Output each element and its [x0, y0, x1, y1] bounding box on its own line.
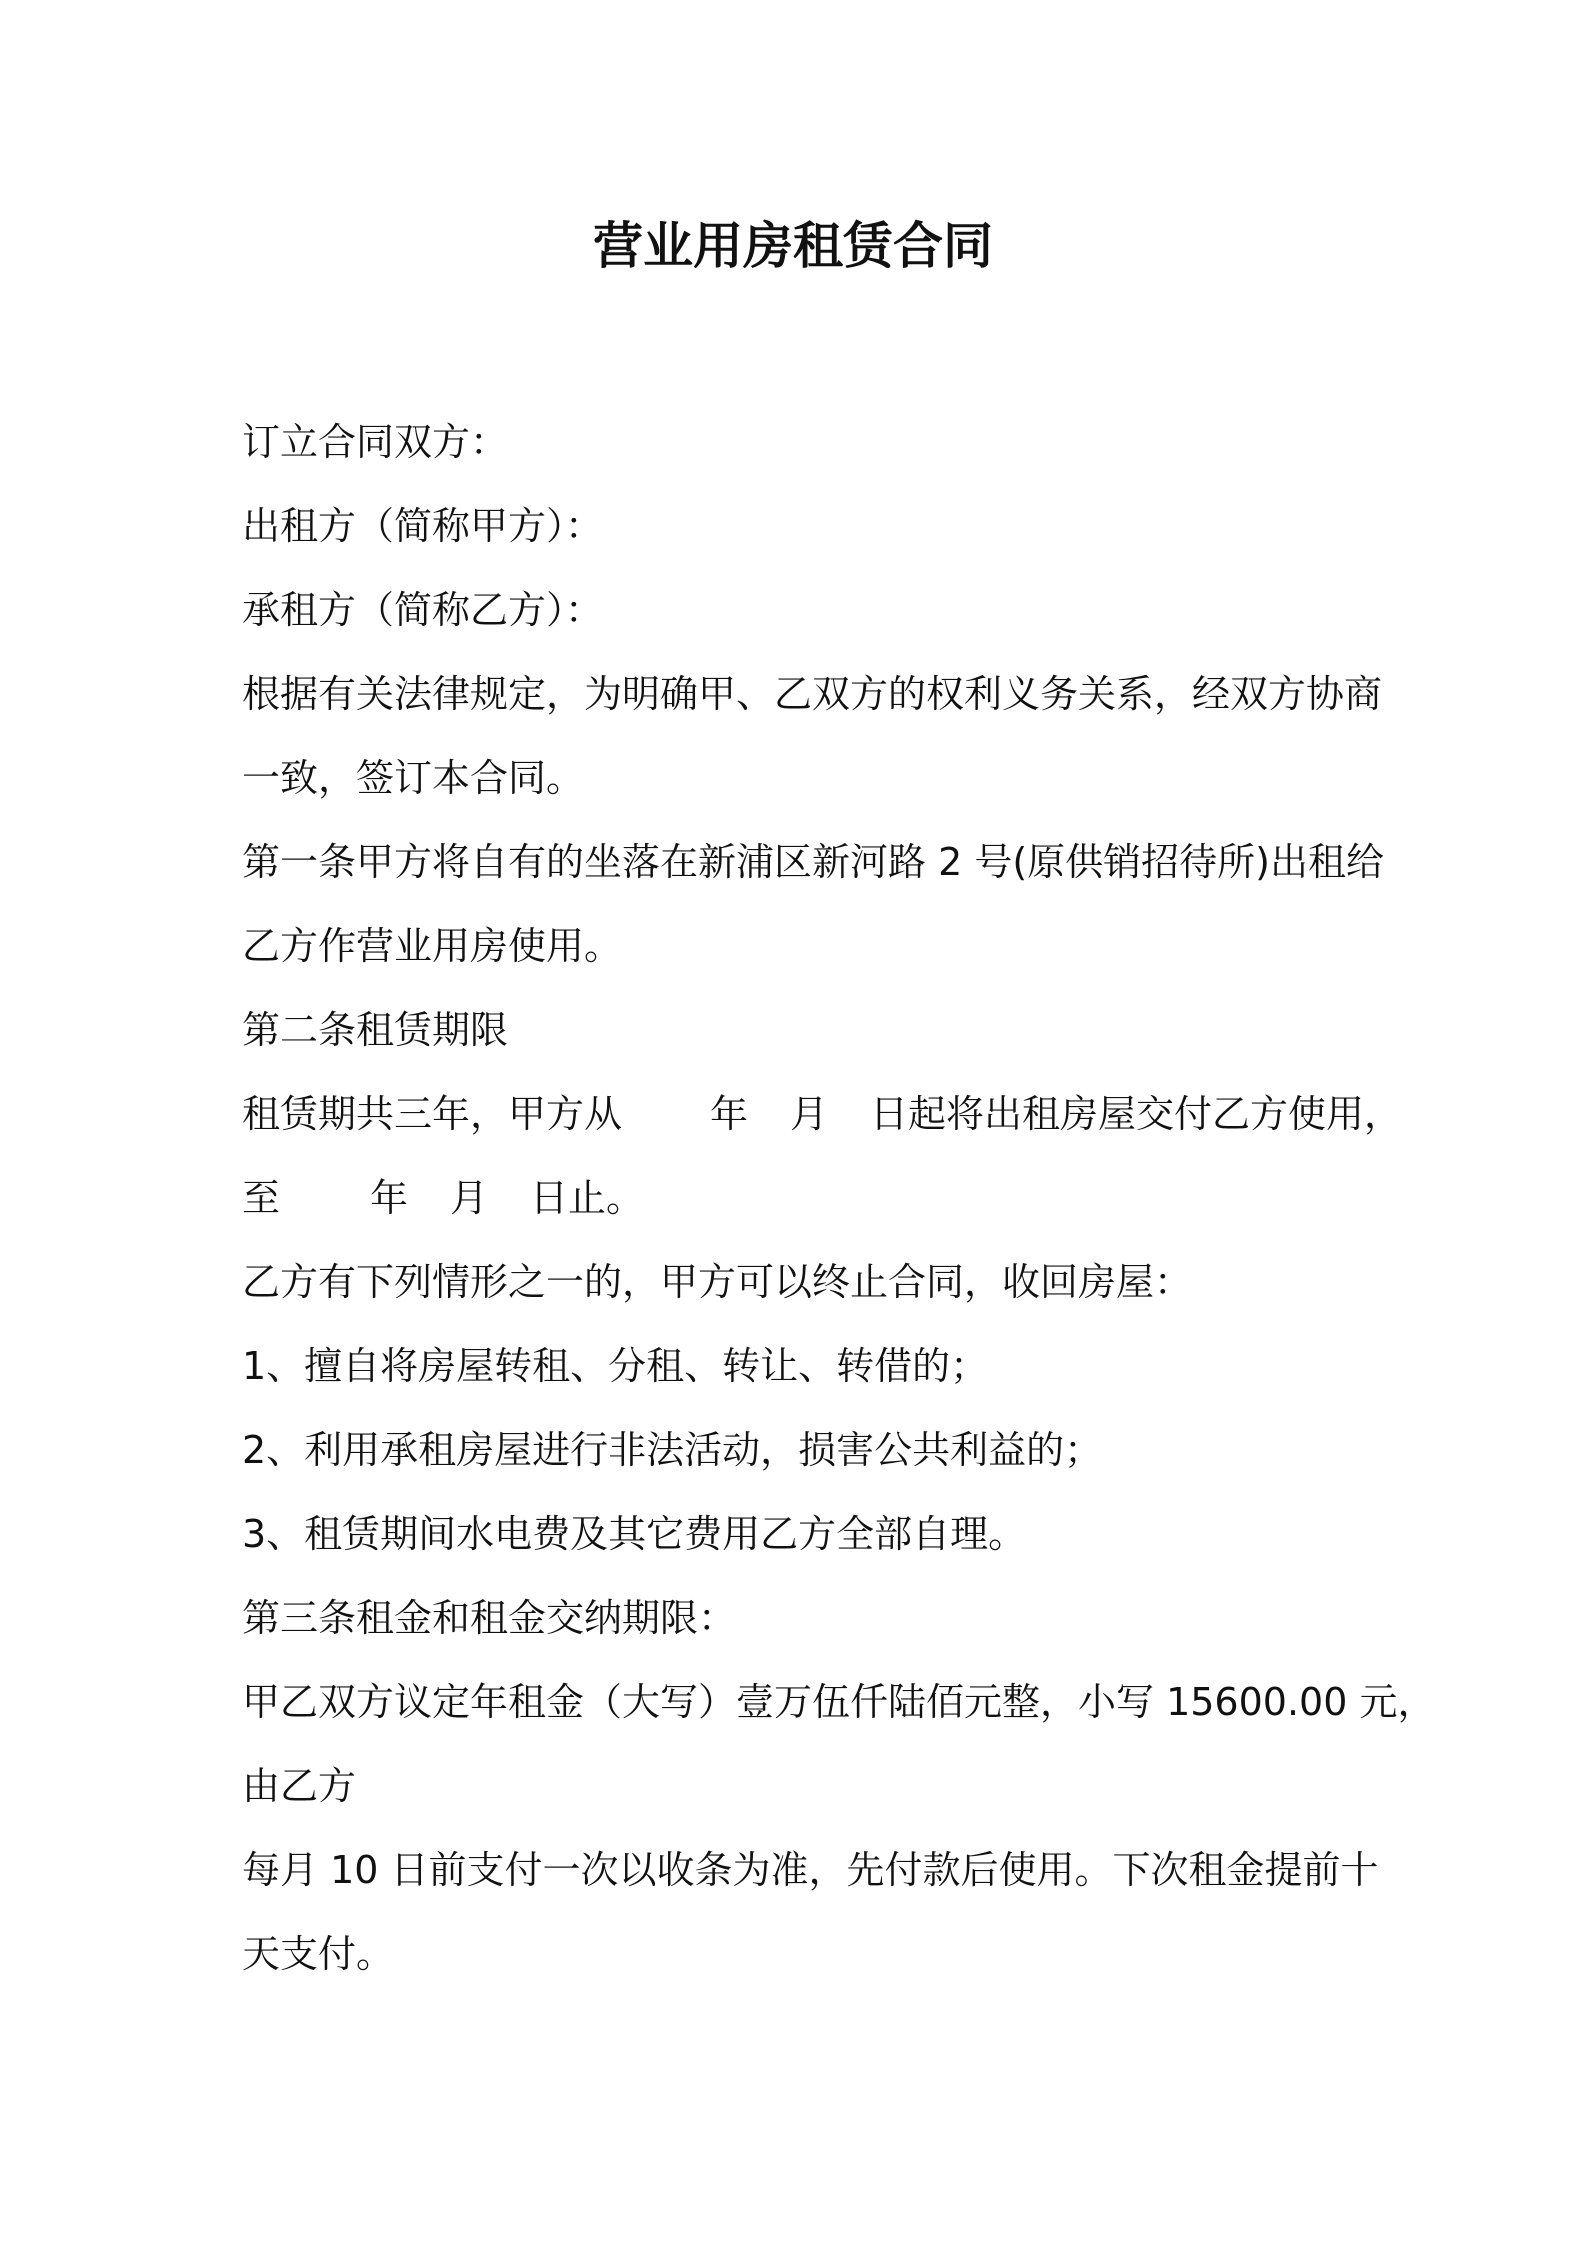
document-title: 营业用房租赁合同 — [593, 217, 993, 275]
term-start-prefix: 租赁期共三年，甲方从 — [242, 1092, 623, 1136]
text-line: 2、利用承租房屋进行非法活动，损害公共利益的； — [242, 1428, 1103, 1472]
lease-start-line — [242, 1072, 1403, 1156]
term-start-suffix: 日起将出租房屋交付乙方使用， — [870, 1092, 1403, 1136]
text-line: 乙方有下列情形之一的，甲方可以终止合同，收回房屋： — [242, 1260, 1193, 1304]
text-line: 根据有关法律规定，为明确甲、乙双方的权利义务关系，经双方协商 — [242, 672, 1383, 716]
text-line: 一致，签订本合同。 — [242, 756, 585, 800]
text-line: 承租方（简称乙方）： — [242, 588, 604, 632]
text-line: 出租方（简称甲方）： — [242, 504, 604, 548]
text-line: 第一条甲方将自有的坐落在新浦区新河路 2 号(原供销招待所)出租给 — [242, 840, 1384, 884]
text-line: 第二条租赁期限 — [242, 1008, 509, 1052]
text-line: 天支付。 — [242, 1932, 395, 1976]
term-end-suffix: 日止。 — [530, 1176, 645, 1220]
text-line: 乙方作营业用房使用。 — [242, 924, 623, 968]
text-line: 甲乙双方议定年租金（大写）壹万伍仟陆佰元整，小写 15600.00 元， — [242, 1680, 1436, 1724]
year-label: 年 — [710, 1092, 749, 1136]
year-label: 年 — [370, 1176, 409, 1220]
text-line: 1、擅自将房屋转租、分租、转让、转借的； — [242, 1344, 989, 1388]
text-line: 由乙方 — [242, 1764, 357, 1808]
document-body — [242, 400, 1436, 1996]
text-line: 每月 10 日前支付一次以收条为准，先付款后使用。下次租金提前十 — [242, 1848, 1379, 1892]
lease-end-line — [242, 1156, 1382, 1240]
month-label: 月 — [790, 1092, 829, 1136]
text-line: 订立合同双方： — [242, 420, 509, 464]
text-line: 3、租赁期间水电费及其它费用乙方全部自理。 — [242, 1512, 1027, 1556]
text-line: 第三条租金和租金交纳期限： — [242, 1596, 737, 1640]
term-end-prefix: 至 — [242, 1176, 281, 1220]
month-label: 月 — [450, 1176, 489, 1220]
